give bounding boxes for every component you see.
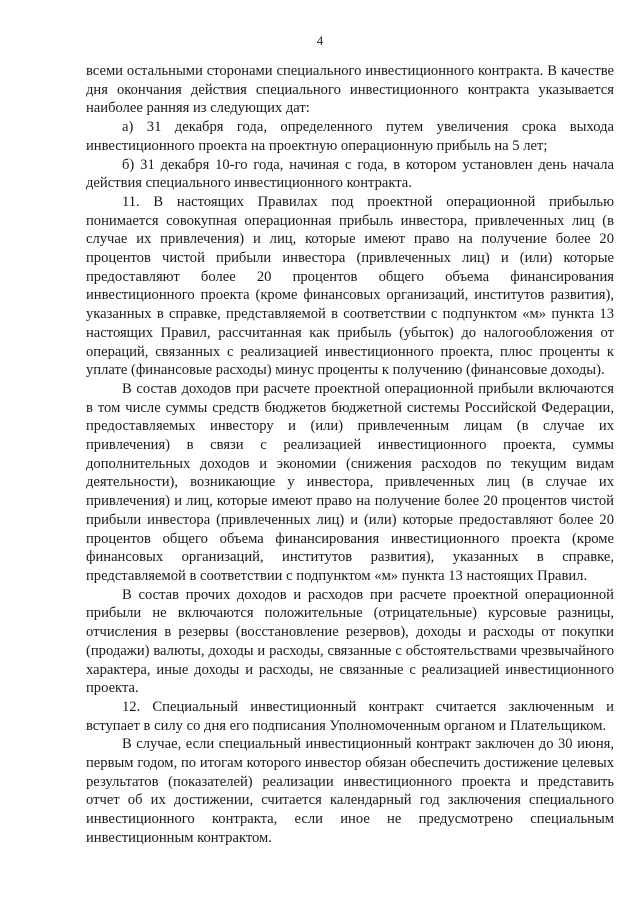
paragraph-item-a: а) 31 декабря года, определенного путем увеличения срока выхода инвестиционного проекта на проектную операционную прибыль на 5 лет; [86,119,614,154]
page-number: 4 [316,33,324,48]
paragraph-first-year-rule: В случае, если специальный инвестиционный контракт заключен до 30 июня, первым годом, по итогам которого инвестор обязан обеспечить достижение целевых результатов (показателей) реализации инвестиционного проекта и представить отчет об их достижении, считается календарный год заключения специального инвестиционного контракта, если иное не предусмотрено специальным инвестиционным контрактом. [86,736,614,846]
paragraph-clause-11: 11. В настоящих Правилах под проектной операционной прибылью понимается совокупная операционная прибыль инвестора, привлеченных лиц (в случае их привлечения) и лиц, которые имеют право на получение более 20 процентов чистой прибыли инвестора (привлеченных лиц) и (или) которые предоставляют более 20 процентов общего объема финансирования инвестиционного проекта (кроме финансовых организаций, институтов развития), указанных в справке, представляемой в соответствии с подпунктом «м» пункта 13 настоящих Правил, рассчитанная как прибыль (убыток) до налогообложения от операций, связанных с реализацией инвестиционного проекта, плюс проценты к уплате (финансовые расходы) минус проценты к получению (финансовые доходы). [86,193,614,379]
paragraph-clause-12: 12. Специальный инвестиционный контракт считается заключенным и вступает в силу со дня его подписания Уполномоченным органом и Плательщиком. [86,698,614,734]
paragraph-other-income-exclusions: В состав прочих доходов и расходов при расчете проектной операционной прибыли не включаются положительные (отрицательные) курсовые разницы, отчисления в резервы (восстановление резервов), доходы и расходы от покупки (продажи) валюты, доходы и расходы, связанные с обстоятельствами чрезвычайного характера, иные доходы и расходы, не связанные с реализацией инвестиционного проекта. [86,586,614,697]
document-body [86,62,614,848]
paragraph-intro-continuation: всеми остальными сторонами специального инвестиционного контракта. В качестве дня окончания действия специального инвестиционного контракта указывается наиболее ранняя из следующих дат: [86,63,614,117]
paragraph-income-composition: В состав доходов при расчете проектной операционной прибыли включаются в том числе суммы средств бюджетов бюджетной системы Российской Федерации, предоставляемых инвестору и (или) привлеченным лицам (в случае их привлечения) в связи с реализацией инвестиционного проекта, суммы дополнительных доходов и экономии (снижения расходов по текущим видам деятельности), возникающие у инвестора, привлеченных лиц (в случае их привлечения) и лиц, которые имеют право на получение более 20 процентов чистой прибыли инвестора (привлеченных лиц) и (или) которые предоставляют более 20 процентов общего объема финансирования инвестиционного проекта (кроме финансовых организаций, институтов развития), указанных в справке, представляемой в соответствии с подпунктом «м» пункта 13 настоящих Правил. [86,380,614,584]
paragraph-item-b: б) 31 декабря 10-го года, начиная с года, в котором установлен день начала действия специального инвестиционного контракта. [86,156,614,192]
